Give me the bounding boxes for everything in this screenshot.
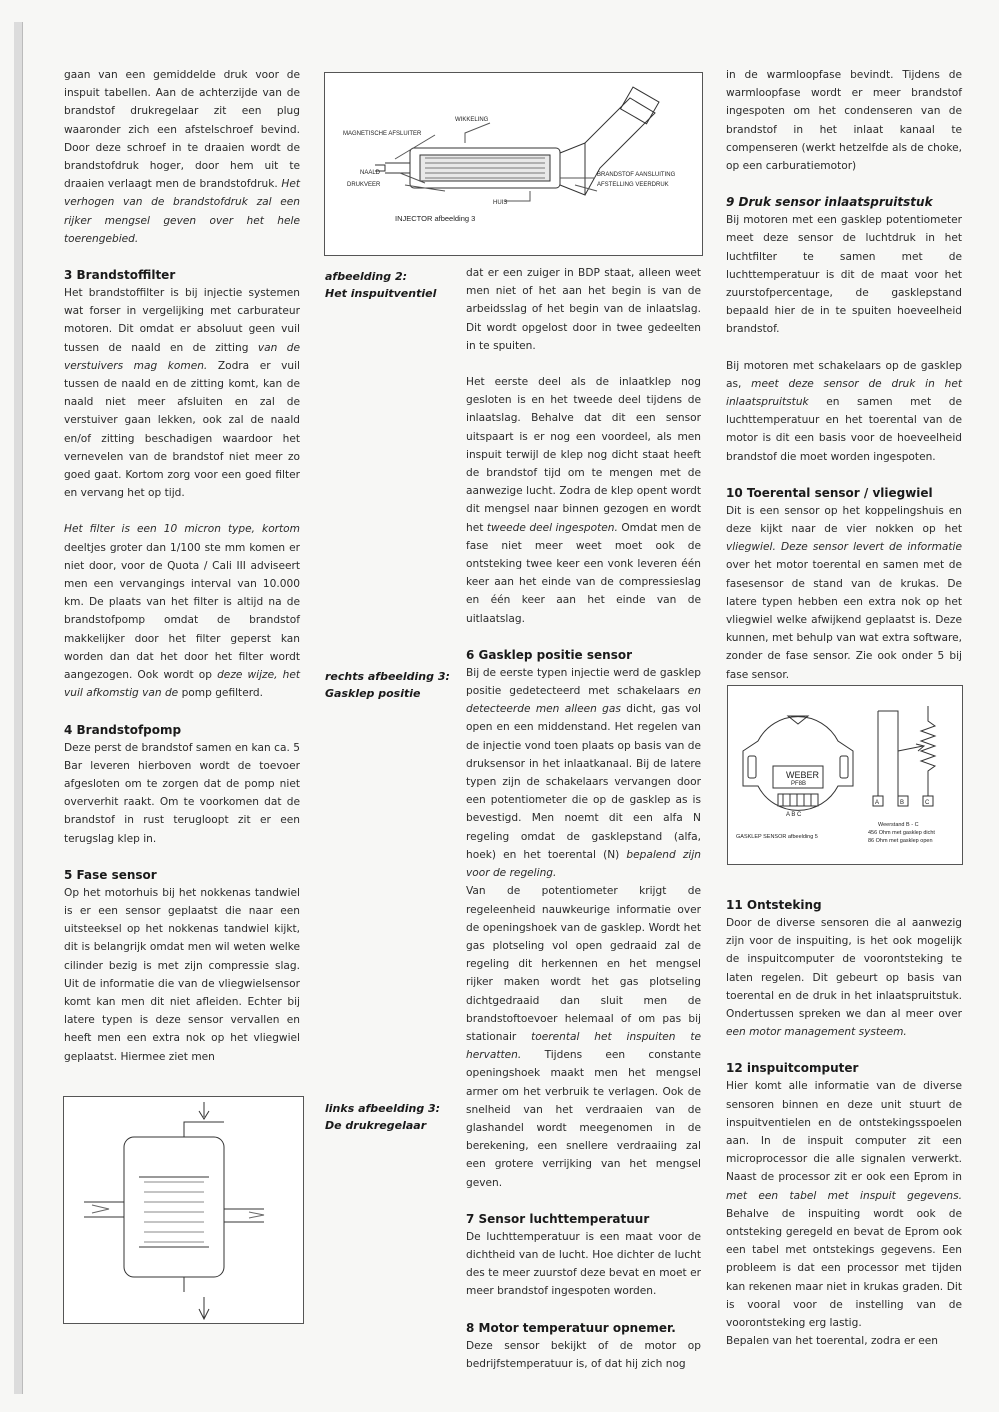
paragraph: Bij motoren met schakelaars op de gasklep as, meet deze sensor de druk in het inlaatspruitstuk en samen met de luchttemperatuur en het toerental van de motor is dit een basis voor de hoeveelheid brandstof die moet worden ingespoten.	[726, 359, 962, 463]
heading-sensor-luchttemperatuur: 7 Sensor luchttemperatuur	[466, 1211, 650, 1226]
heading-fase-sensor: 5 Fase sensor	[64, 867, 157, 882]
paragraph: dat er een zuiger in BDP staat, alleen weet men niet of het aan het begin is van de arbeidsslag of het begin van de inlaatslag. Dit wordt opgelost door in twee gedeelten in te spuiten.	[466, 267, 701, 352]
caption-afbeelding-3-links: links afbeelding 3: De drukregelaar	[325, 1102, 441, 1132]
label-naald: NAALD	[360, 170, 381, 176]
paragraph: Door de diverse sensoren die al aanwezig zijn voor de inspuiting, is het ook mogelijk de inspuitcomputer de voorontsteking te laten regelen. Dit gebeurt op basis van toerental en de druk in het inlaatspruitstuk. Ondertussen spreken we dan al meer over een motor management systeem.	[726, 916, 962, 1039]
label-model: PF8B	[791, 781, 807, 787]
label-huis: HUIS	[493, 200, 508, 206]
column-3	[466, 264, 701, 1391]
heading-inspuitcomputer: 12 inspuitcomputer	[726, 1061, 859, 1076]
paragraph: De luchttemperatuur is een maat voor de dichtheid van de lucht. Hoe dichter de lucht des te meer zuurstof deze bevat en moet er meer brandstof ingespoten worden.	[466, 1230, 701, 1298]
paragraph: Dit is een sensor op het koppelingshuis en deze kijkt naar de vier nokken op het vliegwiel. Deze sensor levert de informatie over het motor toerental en samen met de fasesensor de stand van de krukas. De latere typen hebben een extra nok op het vliegwiel welke afwijkend geplaatst is. Deze kunnen, met behulp van wat extra software, zonder de fase sensor. Zie ook onder 5 bij fase sensor.	[726, 504, 962, 681]
injector-figure	[324, 72, 703, 256]
paragraph: Bepalen van het toerental, zodra er een	[726, 1335, 938, 1348]
note-open: 86 Ohm met gasklep open	[868, 838, 933, 844]
pin-b: B	[900, 800, 905, 806]
label-pins: A B C	[786, 812, 802, 818]
label-drukveer: DRUKVEER	[347, 182, 381, 188]
gasklep-sensor-figure	[727, 685, 963, 865]
heading-gasklep-positie-sensor: 6 Gasklep positie sensor	[466, 647, 633, 662]
heading-druk-sensor: 9 Druk sensor inlaatspruitstuk	[726, 195, 933, 210]
heading-motor-temperatuur: 8 Motor temperatuur opnemer.	[466, 1320, 676, 1335]
paragraph: Deze perst de brandstof samen en kan ca. 5 Bar leveren hierboven wordt de toevoer afgesloten om te zorgen dat de pomp niet oververhit raakt. Om te voorkomen dat de brandstof in rust terugloopt zit er een terugslag klep in.	[64, 741, 300, 845]
paragraph: Hier komt alle informatie van de diverse sensoren binnen en deze unit stuurt de inspuitventielen en de ontstekingsspoelen aan. In de inspuit computer zit een microprocessor die alle signalen verwerkt. Naast de processor zit er ook een Eprom in met een tabel met inspuit gegevens. Behalve de inspuiting wordt ook de ontsteking geregeld en bevat de Eprom ook een tabel met ontstekings gegevens. Een probleem is dat een processor met tijden kan rekenen maar niet in krukas graden. Dit is vooral voor de instelling van de voorontsteking erg lastig.	[726, 1080, 962, 1329]
figure-caption: GASKLEP SENSOR afbeelding 5	[736, 834, 818, 840]
paragraph: in de warmloopfase bevindt. Tijdens de warmloopfase wordt er meer brandstof ingespoten om het condenseren van de brandstof in het inlaat kanaal te compenseren (werkt hetzelfde als de choke, op een carburatiemotor)	[726, 69, 962, 173]
heading-toerental-sensor: 10 Toerental sensor / vliegwiel	[726, 485, 933, 500]
paragraph: Van de potentiometer krijgt de regeleenheid nauwkeurige informatie over de openingshoek van de gasklep. Wordt het gas plotseling vol open gedraaid zal de regeling dit herkennen en het mengsel rijker maken wordt het gas plotseling dichtgedraaid dan sluit men de brandstoftoevoer helemaal of om pas bij stationair toerental het inspuiten te hervatten. Tijdens een constante openingshoek maakt men het mengsel armer om het verbruik te verlagen. Ook de snelheid van het verdraaien van de glashandel wordt meegenomen in de berekening, een snellere verdraaiing zal een grotere verrijking van het mengsel geven.	[466, 885, 702, 1189]
page-edge	[14, 22, 23, 1394]
paragraph: Bij motoren met een gasklep potentiometer meet deze sensor de luchtdruk in het luchtfilter te samen met de luchttemperatuur is dit de maat voor het zuurstofpercentage, de gasklepstand bepaald hier de in te spuiten hoeveelheid brandstof.	[726, 214, 962, 336]
caption-afbeelding-2: afbeelding 2: Het inspuitventiel	[325, 270, 437, 300]
paragraph: gaan van een gemiddelde druk voor de inspuit tabellen. Aan de achterzijde van de brandstof drukregelaar zit een plug waaronder zich een afstelschroef bevind. Door deze schroef in te draaien wordt de brandstofdruk hoger, door hem uit te draaien verlaagt men de brandstofdruk. Het verhogen van de brandstofdruk zal een rijker mengsel geven over het hele toerengebied.	[64, 69, 300, 245]
paragraph: Op het motorhuis bij het nokkenas tandwiel is er een sensor geplaatst die naar een uitsteeksel op het nokkenas tandwiel kijkt, dit is belangrijk omdat men wil weten welke cilinder bezig is met zijn compressie slag. Uit de informatie die van de vliegwielsensor komt kan men dit niet afleiden. Echter bij latere typen is deze sensor vervallen en heeft men een extra nok op het vliegwiel geplaatst. Hiermee ziet men	[64, 886, 300, 1063]
figure-caption: INJECTOR afbeelding 3	[395, 214, 476, 223]
heading-brandstofpomp: 4 Brandstofpomp	[64, 722, 182, 737]
label-wikkeling: WIKKELING	[455, 117, 489, 123]
column-1	[64, 66, 300, 1084]
pin-c: C	[925, 800, 930, 806]
label-aansluiting: BRANDSTOF AANSLUITING	[597, 172, 676, 178]
pin-a: A	[875, 800, 880, 806]
note-weerstand: Weerstand B - C	[878, 822, 919, 828]
note-dicht: 456 Ohm met gasklep dicht	[868, 830, 935, 836]
heading-brandstoffilter: 3 Brandstoffilter	[64, 268, 176, 283]
heading-ontsteking: 11 Ontsteking	[726, 897, 822, 912]
label-weber: WEBER	[786, 770, 820, 780]
paragraph: Het eerste deel als de inlaatklep nog gesloten is en het tweede deel tijdens de inlaatslag. Behalve dat dit een sensor uitspaart is er nog een voordeel, als men inspuit terwijl de klep nog dicht staat heeft de brandstof tijd om te mengen met de aanwezige lucht. Zodra de klep opent wordt dit mengsel naar binnen gezogen en wordt het tweede deel ingespoten. Omdat men de fase niet meer weet moet ook de ontsteking twee keer een vonk leveren één keer aan het einde van de compressieslag en één keer aan het einde van de uitlaatslag.	[466, 376, 701, 625]
paragraph: Het filter is een 10 micron type, kortom deeltjes groter dan 1/100 ste mm komen er niet door, voor de Quota / Cali III adviseert men een vervangings interval van 10.000 km. De plaats van het filter is altijd na de brandstofpomp omdat de brandstof makkelijker door het filter geperst kan worden dan dat het door het filter wordt aangezogen. Ook wordt op deze wijze, het vuil afkomstig van de pomp gefilterd.	[64, 523, 300, 700]
paragraph: Bij de eerste typen injectie werd de gasklep positie gedetecteerd met schakelaars en detecteerde men alleen gas dicht, gas vol open en een middenstand. Het regelen van de injectie vond toen plaats op basis van de druksensor in het inlaatkanaal. Bij de latere typen zijn de schakelaars vervangen door een potentiometer die op de gasklep as is bevestigd. Men noemt dit een alfa N regeling omdat de gasklepstand (alfa, hoek) en het toerental (N) bepalend zijn voor de regeling.	[466, 666, 702, 880]
paragraph: Het brandstoffilter is bij injectie systemen wat forser in vergelijking met carburateur motoren. Dit omdat er absoluut geen vuil tussen de naald en de zitting van de verstuivers mag komen. Zodra er vuil tussen de naald en de zitting komt, kan de naald niet meer afsluiten en zal de verstuiver gaan lekken, ook zal de naald en/of zitting beschadigen waardoor het verneveIen van de brandstof niet meer zo goed gaat. Kortom zorg voor een goed filter en vervang het op tijd.	[64, 287, 300, 500]
label-afstelling: AFSTELLING VEERDRUK	[597, 182, 669, 188]
injector-diagram	[325, 73, 702, 255]
drukregelaar-diagram	[64, 1097, 303, 1323]
caption-afbeelding-3-rechts: rechts afbeelding 3: Gasklep positie	[325, 670, 450, 700]
paragraph: Deze sensor bekijkt of de motor op bedrijfstemperatuur is, of dat hij zich nog	[466, 1339, 701, 1370]
label-afsluiter: MAGNETISCHE AFSLUITER	[343, 131, 422, 137]
drukregelaar-figure	[63, 1096, 304, 1324]
gasklep-sensor-diagram	[728, 686, 962, 864]
